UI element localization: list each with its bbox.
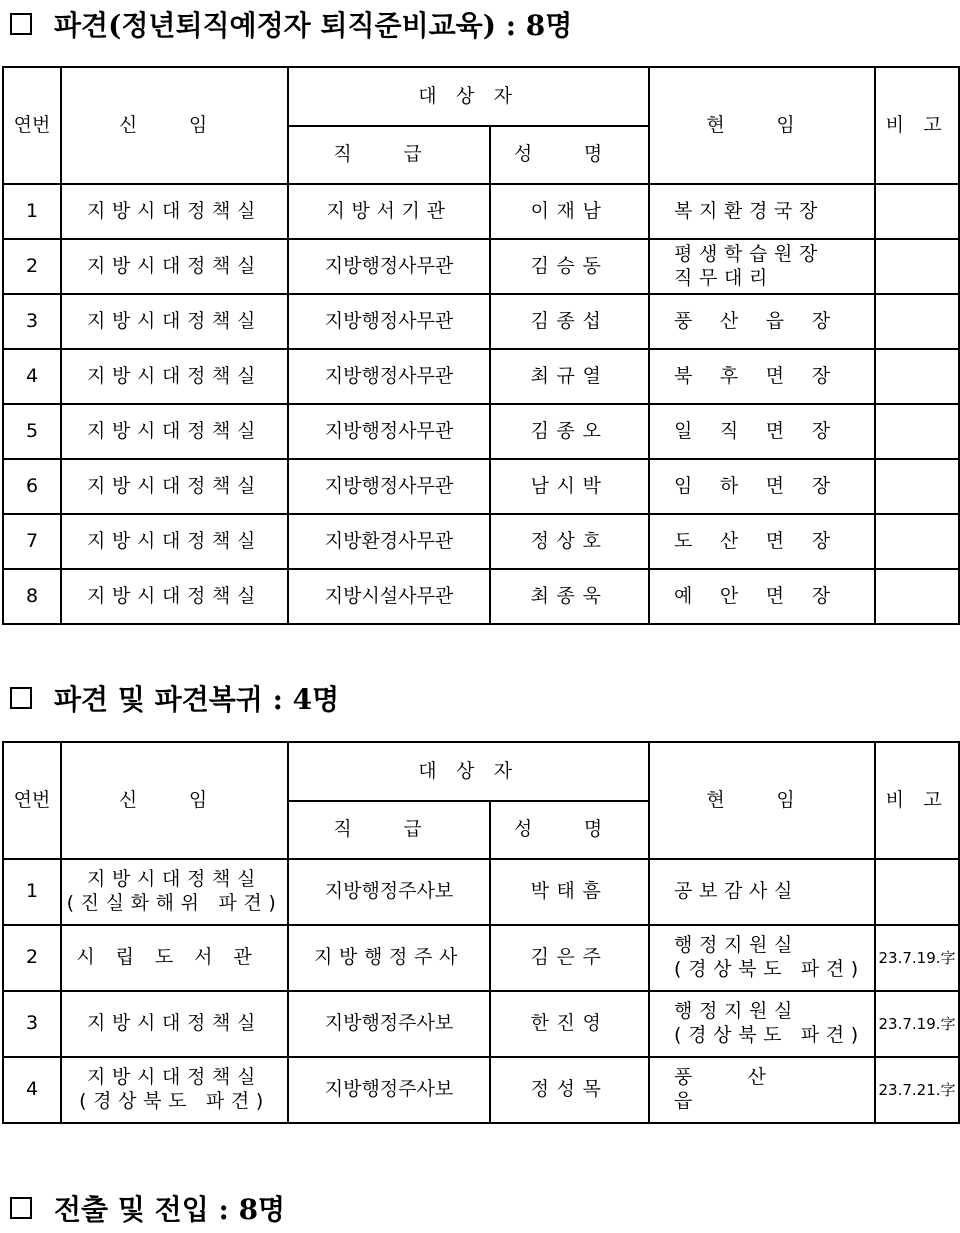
remarks-cell [875,349,959,404]
grade-cell: 지방행정사무관 [288,404,490,459]
new-post-cell: 지방시대정책실 [61,239,288,294]
header-remarks: 비 고 [875,67,959,184]
row-no: 7 [3,514,61,569]
grade-cell: 지방행정주사보 [288,859,490,925]
current-post-cell [649,859,875,925]
grade-cell: 지방서기관 [288,184,490,239]
current-post-cell [649,184,875,239]
current-post-cell-line: 임하면장 [674,474,858,497]
current-post-cell-line: 행정지원실 [674,934,800,957]
remarks-cell [875,459,959,514]
new-post-cell [61,859,288,925]
name-cell: 한진영 [490,991,649,1057]
table-row [3,925,959,991]
name-cell: 정성목 [490,1057,649,1123]
table-row [3,404,959,459]
name-cell: 김은주 [490,925,649,991]
new-post-cell: 지방시대정책실 [61,349,288,404]
new-post-cell: 지방시대정책실 [61,459,288,514]
name-cell: 김종오 [490,404,649,459]
row-no: 3 [3,991,61,1057]
current-post-cell-line: 일직면장 [674,419,858,442]
new-post-cell-line: 시립도서관 [76,946,273,969]
remarks-cell [875,294,959,349]
table-row [3,459,959,514]
current-post-cell-line: 북후면장 [674,364,858,387]
row-no: 8 [3,569,61,624]
current-post-cell-line: 복지환경국장 [674,199,825,222]
row-no: 4 [3,1057,61,1123]
dispatch-return-table [2,741,960,1124]
current-post-cell [649,459,875,514]
new-post-cell: 지방시대정책실 [61,294,288,349]
grade-cell: 지방행정사무관 [288,294,490,349]
current-post-cell [649,569,875,624]
remarks-cell [875,514,959,569]
header-name: 성 명 [490,801,649,859]
remarks-cell: 23.7.21.字 [875,1057,959,1123]
grade-cell: 지방시설사무관 [288,569,490,624]
name-cell: 박태흠 [490,859,649,925]
header-grade: 직 급 [288,801,490,859]
new-post-cell: 지방시대정책실 [61,404,288,459]
current-post-cell-line: 공보감사실 [674,880,800,903]
remarks-cell: 23.7.19.字 [875,991,959,1057]
new-post-cell-line: 지방시대정책실 [86,1066,263,1089]
grade-cell: 지방행정사무관 [288,349,490,404]
current-post-cell [649,1057,875,1123]
current-post-cell [649,514,875,569]
grade-cell: 지방행정사무관 [288,239,490,294]
current-post-cell-line: 직무대리 [674,266,775,289]
header-new-post: 신 임 [61,67,288,184]
table-row [3,184,959,239]
current-post-cell [649,404,875,459]
header-no: 연번 [3,67,61,184]
section-title-dispatch-return [10,678,339,718]
current-post-cell-line: 도산면장 [674,529,858,552]
header-remarks: 비 고 [875,742,959,859]
current-post-cell-line: 행정지원실 [674,1000,800,1023]
grade-cell: 지방환경사무관 [288,514,490,569]
current-post-cell [649,991,875,1057]
row-no: 6 [3,459,61,514]
current-post-cell-line: 풍산읍 [674,1066,821,1112]
checkbox-square-icon [10,1197,32,1219]
new-post-cell [61,1057,288,1123]
row-no: 2 [3,925,61,991]
name-cell: 김승동 [490,239,649,294]
header-target: 대 상 자 [288,742,649,801]
current-post-cell-line: (경상북도 파견) [674,1024,865,1046]
current-post-cell [649,349,875,404]
grade-cell: 지방행정주사 [288,925,490,991]
current-post-cell-line: 풍산읍장 [674,309,858,332]
name-cell: 이재남 [490,184,649,239]
row-no: 1 [3,184,61,239]
row-no: 4 [3,349,61,404]
row-no: 1 [3,859,61,925]
row-no: 2 [3,239,61,294]
header-new-post: 신 임 [61,742,288,859]
section-title-dispatch-retirement [10,4,572,44]
table-row [3,349,959,404]
current-post-cell [649,294,875,349]
row-no: 5 [3,404,61,459]
dispatch-retirement-table [2,66,960,625]
new-post-cell-line: 지방시대정책실 [86,1012,263,1035]
checkbox-square-icon [10,13,32,35]
remarks-cell [875,239,959,294]
table-row [3,1057,959,1123]
name-cell: 최규열 [490,349,649,404]
current-post-cell [649,239,875,294]
current-post-cell [649,925,875,991]
remarks-cell [875,184,959,239]
name-cell: 최종욱 [490,569,649,624]
row-no: 3 [3,294,61,349]
table-row [3,514,959,569]
section-title-text: 파견(정년퇴직예정자 퇴직준비교육) : 8명 [54,9,573,42]
grade-cell: 지방행정사무관 [288,459,490,514]
header-current: 현 임 [649,742,875,859]
section-title-text: 파견 및 파견복귀 : 4명 [54,683,340,716]
new-post-cell: 지방시대정책실 [61,184,288,239]
section-title-text: 전출 및 전입 : 8명 [54,1193,286,1226]
new-post-cell [61,925,288,991]
remarks-cell [875,569,959,624]
section-title-transfer [10,1188,285,1228]
new-post-cell-line: (경상북도 파견) [79,1090,270,1112]
header-name: 성 명 [490,126,649,184]
current-post-cell-line: 예안면장 [674,584,858,607]
new-post-cell: 지방시대정책실 [61,569,288,624]
new-post-cell: 지방시대정책실 [61,514,288,569]
name-cell: 정상호 [490,514,649,569]
name-cell: 남시박 [490,459,649,514]
remarks-cell [875,404,959,459]
grade-cell: 지방행정주사보 [288,1057,490,1123]
header-grade: 직 급 [288,126,490,184]
new-post-cell-line: 지방시대정책실 [86,868,263,891]
table-row [3,569,959,624]
remarks-cell [875,859,959,925]
name-cell: 김종섭 [490,294,649,349]
remarks-cell: 23.7.19.字 [875,925,959,991]
header-no: 연번 [3,742,61,859]
checkbox-square-icon [10,687,32,709]
grade-cell: 지방행정주사보 [288,991,490,1057]
new-post-cell-line: (진실화해위 파견) [66,892,283,914]
current-post-cell-line: (경상북도 파견) [674,958,865,980]
header-current: 현 임 [649,67,875,184]
table-row [3,859,959,925]
new-post-cell [61,991,288,1057]
table-row [3,239,959,294]
current-post-cell-line: 평생학습원장 [674,242,825,265]
table-row [3,991,959,1057]
header-target: 대 상 자 [288,67,649,126]
table-row [3,294,959,349]
